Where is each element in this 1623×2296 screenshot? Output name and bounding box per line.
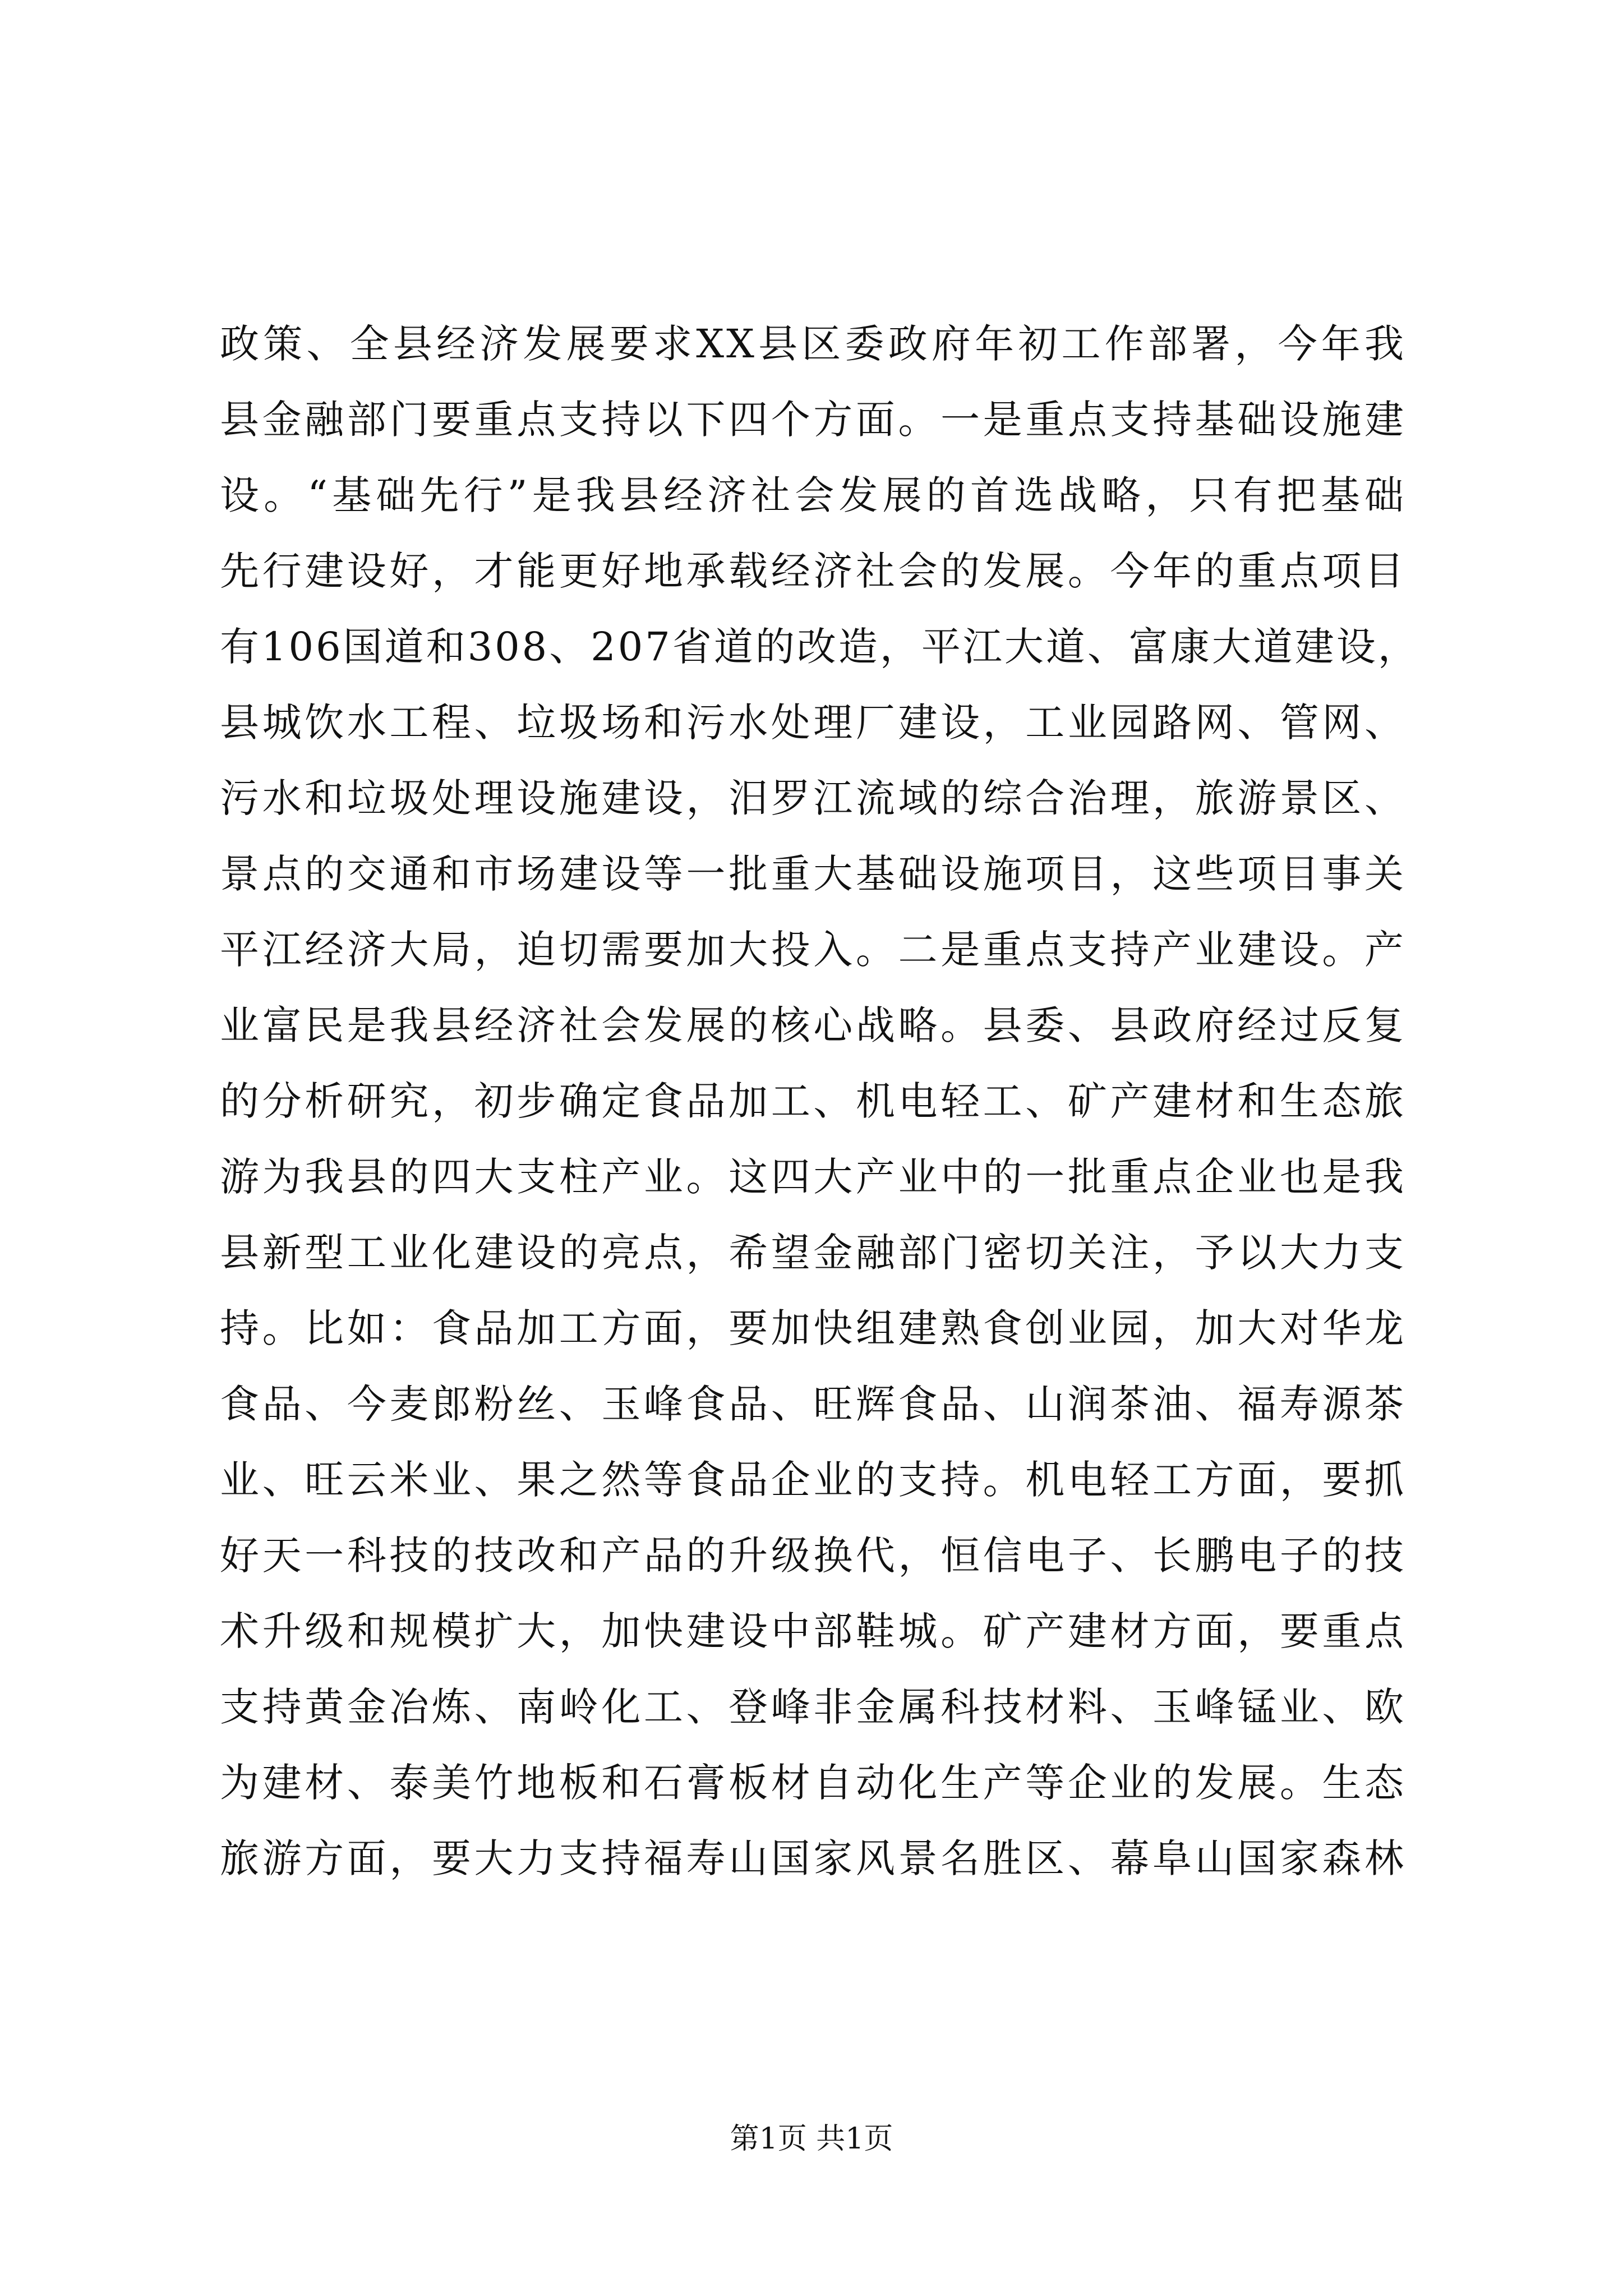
text-line: 术升级和规模扩大，加快建设中部鞋城。矿产建材方面，要重点 (220, 1608, 1406, 1654)
text-line: 景点的交通和市场建设等一批重大基础设施项目，这些项目事关 (220, 851, 1406, 897)
text-line: 污水和垃圾处理设施建设，汨罗江流域的综合治理，旅游景区、 (220, 775, 1406, 821)
text-line: 游为我县的四大支柱产业。这四大产业中的一批重点企业也是我 (220, 1154, 1406, 1200)
text-line: 先行建设好，才能更好地承载经济社会的发展。今年的重点项目 (220, 548, 1406, 594)
text-line: 政策、全县经济发展要求XX县区委政府年初工作部署，今年我 (220, 321, 1406, 367)
text-line: 县城饮水工程、垃圾场和污水处理厂建设，工业园路网、管网、 (220, 700, 1406, 746)
body-paragraph (220, 306, 1419, 1897)
text-line: 有106国道和308、207省道的改造，平江大道、富康大道建设， (220, 624, 1419, 670)
text-line: 的分析研究，初步确定食品加工、机电轻工、矿产建材和生态旅 (220, 1078, 1406, 1124)
text-line: 县新型工业化建设的亮点，希望金融部门密切关注，予以大力支 (220, 1230, 1406, 1276)
text-line: 设。“基础先行”是我县经济社会发展的首选战略，只有把基础 (220, 472, 1406, 518)
text-line: 持。比如：食品加工方面，要加快组建熟食创业园，加大对华龙 (220, 1305, 1406, 1351)
text-line: 为建材、泰美竹地板和石膏板材自动化生产等企业的发展。生态 (220, 1760, 1406, 1806)
page-number: 第1页 共1页 (730, 2122, 893, 2156)
text-line: 好天一科技的技改和产品的升级换代，恒信电子、长鹏电子的技 (220, 1533, 1406, 1579)
text-line: 旅游方面，要大力支持福寿山国家风景名胜区、幕阜山国家森林 (220, 1835, 1406, 1881)
text-line: 县金融部门要重点支持以下四个方面。一是重点支持基础设施建 (220, 397, 1406, 443)
text-line: 平江经济大局，迫切需要加大投入。二是重点支持产业建设。产 (220, 927, 1406, 973)
text-line: 食品、今麦郎粉丝、玉峰食品、旺辉食品、山润茶油、福寿源茶 (220, 1381, 1406, 1427)
text-line: 业、旺云米业、果之然等食品企业的支持。机电轻工方面，要抓 (220, 1457, 1406, 1503)
text-line: 支持黄金冶炼、南岭化工、登峰非金属科技材料、玉峰锰业、欧 (220, 1684, 1406, 1730)
text-line: 业富民是我县经济社会发展的核心战略。县委、县政府经过反复 (220, 1002, 1406, 1048)
page-footer (0, 2119, 1623, 2159)
